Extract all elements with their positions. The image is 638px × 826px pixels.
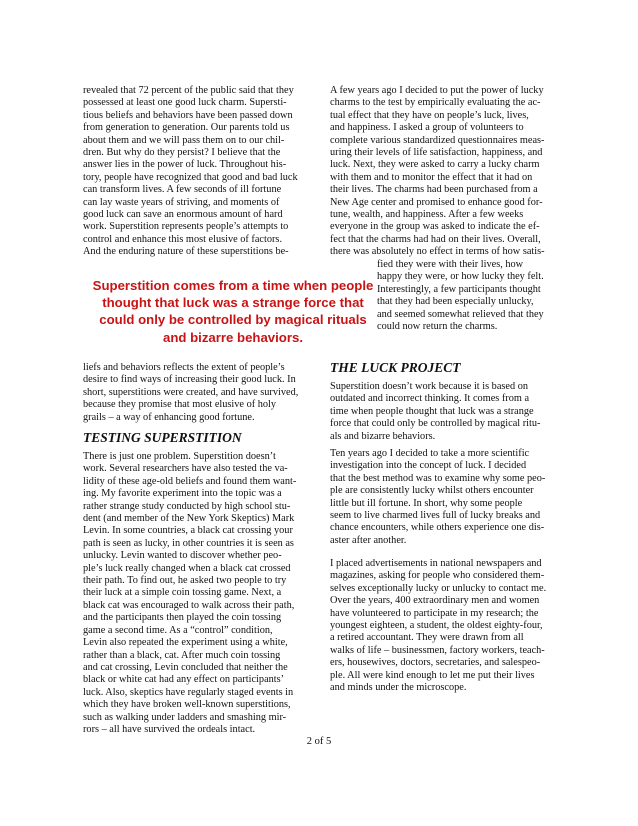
- page-number: 2 of 5: [306, 736, 332, 747]
- section-heading-testing-superstition: TESTING SUPERSTITION: [83, 430, 242, 445]
- pull-quote: Superstition comes from a time when people thought that luck was a strange force that could only be controlled by magical rituals and bizarre behaviors.: [92, 278, 374, 345]
- section-heading-luck-project: THE LUCK PROJECT: [330, 360, 461, 375]
- right-paragraph-3: Ten years ago I decided to take a more scientific investigation into the concept of luck. I decided that the best method was to examine why some peo- ple are consistently lucky whilst others encounter little but ill fortune. In short, why some people seem to live charmed lives full of lucky breaks and chance encounters, while others experience one dis- aster after another.: [330, 448, 546, 546]
- right-paragraph-1: A few years ago I decided to put the power of lucky charms to the test by empirically evaluating the ac- tual effect that they have on people’s luck, lives, and happiness. I asked a group of volunteers to complete various standardized questionnaires meas- uring their levels of life satisfaction, happiness, and luck. Next, they were asked to carry a lucky charm with them and to monitor the effect that it had on their lives. The charms had been purchased from a New Age center and promised to enhance good for- tune, wealth, and happiness. After a few weeks everyone in the group was asked to indicate the ef- fect that the charms had had on their lives. Overall, there was absolutely no effect in terms of how satis-: [330, 85, 545, 258]
- left-paragraph-3: There is just one problem. Superstition doesn’t work. Several researchers have also tested the va- lidity of these age-old beliefs and found them want- ing. My favorite experiment into the topic was a rather strange study conducted by high school stu- dent (and member of the New York Skeptics) Mark Levin. In some countries, a black cat crossing your path is seen as lucky, in other countries it is seen as unlucky. Levin wanted to discover whether peo- ple’s luck really changed when a black cat crossed their path. To find out, he asked two people to try their luck at a simple coin tossing game. Next, a black cat was encouraged to walk across their path, and the participants then played the coin tossing game a second time. As a “control” condition, Levin also repeated the experiment using a white, rather than a black, cat. After much coin tossing and cat crossing, Levin concluded that neither the black or white cat had any effect on participants’ luck. Also, skeptics have regularly staged events in which they have broken well-known superstitions, such as walking under ladders and smashing mir- rors – all have survived the ordeals intact.: [83, 451, 297, 735]
- right-paragraph-4: I placed advertisements in national newspapers and magazines, asking for people who considered them- selves exceptionally lucky or unlucky to contact me. Over the years, 400 extraordinary men and women have volunteered to participate in my research; the youngest eighteen, a student, the oldest eighty-four, a retired accountant. They were drawn from all walks of life – businessmen, factory workers, teach- ers, housewives, doctors, secretaries, and salespeo- ple. All were kind enough to let me put their lives and minds under the microscope.: [330, 558, 547, 694]
- left-paragraph-2: liefs and behaviors reflects the extent of people’s desire to find ways of increasing their good luck. In short, superstitions were created, and have survived, because they promise that most elusive of holy grails – a way of enhancing good fortune.: [83, 362, 299, 423]
- right-paragraph-2: Superstition doesn’t work because it is based on outdated and incorrect thinking. It comes from a time when people thought that luck was a strange force that could only be controlled by magical ritu- als and bizarre behaviors.: [330, 381, 541, 442]
- left-paragraph-1: revealed that 72 percent of the public said that they possessed at least one good luck charm. Supersti- tious beliefs and behaviors have been passed down from generation to generation. Our parents told us about them and we will pass them on to our chil- dren. But why do they persist? I believe that the answer lies in the power of luck. Throughout his- tory, people have recognized that good and bad luck can transform lives. A few seconds of ill fortune can lay waste years of striving, and moments of good luck can save an enormous amount of hard work. Superstition represents people’s attempts to control and enhance this most elusive of factors. And the enduring nature of these superstitions be-: [83, 85, 298, 258]
- right-paragraph-1-continued: fied they were with their lives, how happy they were, or how lucky they felt. Interestingly, a few participants thought that they had been especially unlucky, and seemed somewhat relieved that they could now return the charms.: [377, 259, 544, 333]
